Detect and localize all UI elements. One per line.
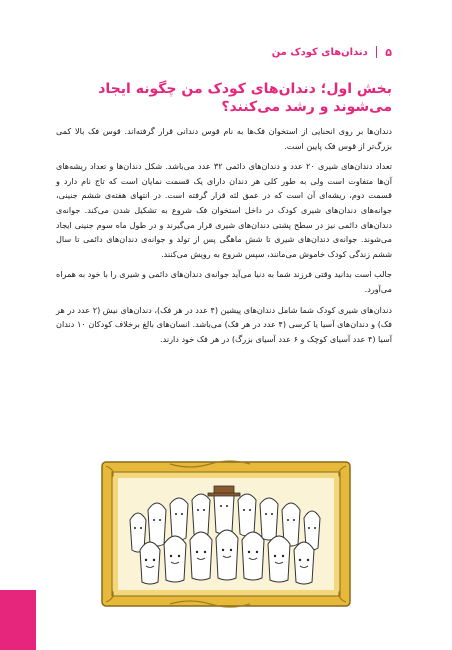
page-number: ۵ — [385, 45, 392, 59]
tooth-front-6 — [268, 536, 290, 582]
paragraph-2: تعداد دندان‌های شیری ۲۰ عدد و دندان‌های دائمی ۳۲ عدد می‌باشد. شکل دندان‌ها و تعداد ریشه‌های آن‌ها متفاوت است ولی به طور کلی هر دندان دارای یک قسمت نمایان است که تاج نام دارد و قسمت دوم، ریشه‌ای آن است که در عمق لثه قرار گرفته است. در انتهای هفته‌ی ششم جنینی، جوانه‌های دندان‌های شیری کودک در داخل استخوان فک شروع به تشکیل شدن می‌کند. جوانه‌ی دندان‌های دائمی نیز در سطح پشتی دندان‌های شیری قرار می‌گیرند و در طول ماه سوم جنینی ایجاد می‌شوند. جوانه‌ی دندان‌های شیری تا شش ماهگی پس از تولد و جوانه‌ی دندان‌های دائمی تا سال ششم زندگی کودک خاموش می‌مانند، سپس شروع به رویش می‌کنند. — [56, 161, 392, 259]
tooth-back-7 — [260, 498, 278, 540]
header-separator — [376, 46, 378, 58]
tooth-front-1 — [140, 542, 160, 584]
tooth-back-5 — [214, 490, 234, 534]
body-text — [56, 124, 392, 352]
tooth-back-3 — [170, 498, 188, 540]
tooth-back-4 — [192, 494, 210, 536]
side-accent-band — [0, 590, 36, 650]
tooth-back-6 — [238, 494, 256, 536]
cartoon-teeth-group-portrait-icon — [100, 460, 352, 608]
tooth-front-7 — [294, 542, 314, 584]
tooth-front-4 — [216, 530, 238, 580]
tooth-front-5 — [242, 532, 264, 580]
header-title: دندان‌های کودک من — [271, 46, 368, 58]
paragraph-3: جالب است بدانید وقتی فرزند شما به دنیا می‌آید جوانه‌ی دندان‌های دائمی و شیری را با خود به همراه می‌آورد. — [56, 269, 392, 294]
tooth-front-2 — [164, 536, 186, 582]
teeth-illustration — [100, 460, 352, 608]
chapter-title: بخش اول؛ دندان‌های کودک من چگونه ایجاد می‌شوند و رشد می‌کنند؟ — [98, 81, 392, 115]
tooth-back-2 — [148, 503, 166, 546]
paragraph-4: دندان‌های شیری کودک شما شامل دندان‌های پیشین (۴ عدد در هر فک)، دندان‌های نیش (۲ عدد در هر فک) و دندان‌های آسیا یا کرسی (۴ عدد در هر فک) می‌باشد. انسان‌های بالغ برخلاف کودکان ۱۰ دندان آسیا (۴ عدد آسیای کوچک و ۶ عدد آسیای بزرگ) در هر فک خود دارند. — [56, 304, 392, 344]
running-header — [272, 44, 392, 60]
paragraph-1: دندان‌ها بر روی انحنایی از استخوان فک‌ها به نام قوس دندانی قرار گرفته‌اند. قوس فک بالا کمی بزرگ‌تر از قوس فک پایین است. — [56, 126, 392, 151]
tooth-front-3 — [190, 532, 212, 580]
